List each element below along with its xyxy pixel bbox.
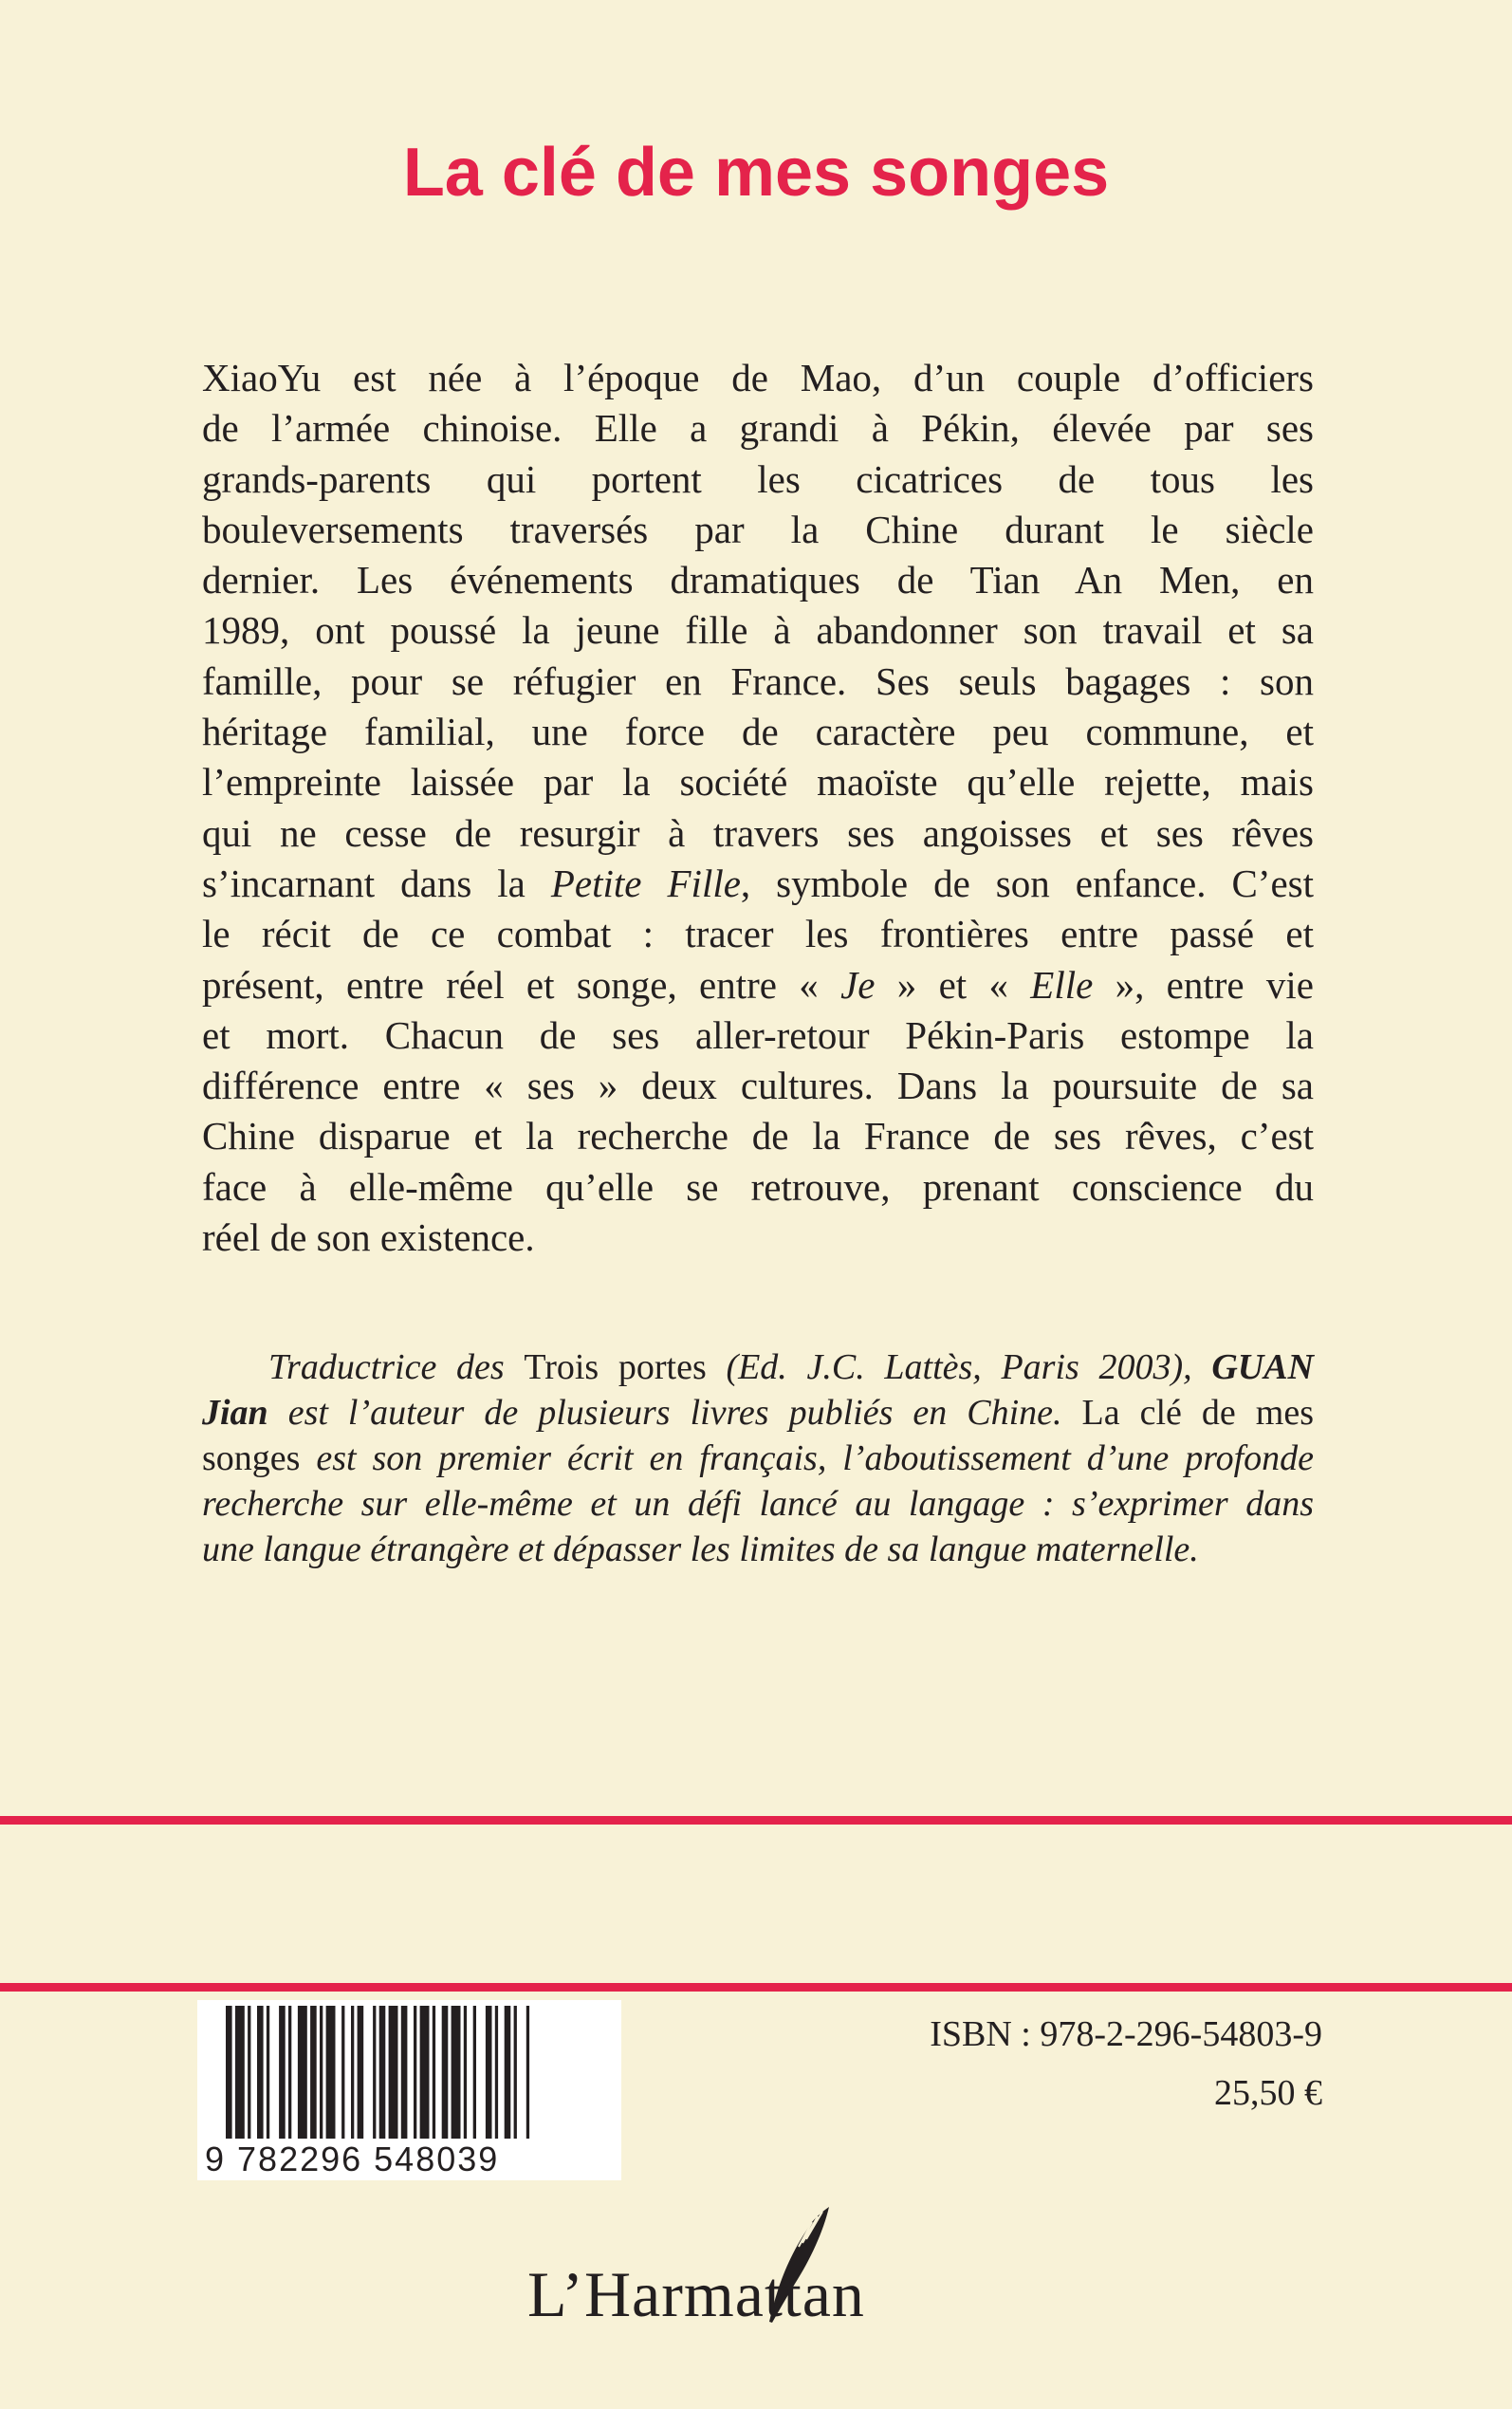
book-title: La clé de mes songes xyxy=(402,135,1110,211)
summary-line: réel de son existence. xyxy=(202,1215,535,1260)
summary-line: Chine disparue et la recherche de la France de ses rêves, c’est xyxy=(202,1114,1314,1158)
summary-line: de l’armée chinoise. Elle a grandi à Pékin, élevée par ses xyxy=(202,406,1314,451)
barcode-bar xyxy=(473,2006,476,2139)
summary-line: le récit de ce combat : tracer les frontières entre passé et xyxy=(202,912,1314,956)
barcode-bar xyxy=(267,2006,269,2139)
barcode-bar xyxy=(486,2006,492,2139)
barcode-bar xyxy=(341,2006,344,2139)
summary-line: face à elle-même qu’elle se retrouve, prenant conscience du xyxy=(202,1164,1314,1209)
summary-line: différence entre « ses » deux cultures. Dans la poursuite de sa xyxy=(202,1064,1314,1108)
bio-line: une langue étrangère et dépasser les limites de sa langue maternelle. xyxy=(202,1529,1199,1569)
barcode-bar xyxy=(505,2006,511,2139)
barcode-bar xyxy=(442,2006,449,2139)
isbn: ISBN : 978-2-296-54803-9 xyxy=(930,2014,1322,2054)
price: 25,50 € xyxy=(1214,2073,1322,2113)
barcode xyxy=(197,2000,621,2180)
barcode-bar xyxy=(433,2006,435,2139)
barcode-bar xyxy=(526,2006,529,2139)
summary-line: dernier. Les événements dramatiques de Tian An Men, en xyxy=(202,558,1314,602)
barcode-bar xyxy=(464,2006,467,2139)
author-bio xyxy=(202,1344,1314,1572)
summary-line: famille, pour se réfugier en France. Ses seuls bagages : son xyxy=(202,658,1314,703)
barcode-bar xyxy=(279,2006,286,2139)
barcode-bar xyxy=(401,2006,408,2139)
divider-bottom xyxy=(0,1983,1512,1992)
publisher-logo xyxy=(527,2203,964,2336)
barcode-bar xyxy=(379,2006,386,2139)
bio-line: songes est son premier écrit en français, l’aboutissement d’une profonde xyxy=(202,1438,1314,1478)
barcode-bar xyxy=(310,2006,317,2139)
summary-line: présent, entre réel et songe, entre « Je » et « Elle », entre vie xyxy=(202,962,1314,1007)
summary-line: XiaoYu est née à l’époque de Mao, d’un couple d’officiers xyxy=(202,356,1314,399)
bio-line: Jian est l’auteur de plusieurs livres publiés en Chine. La clé de mes xyxy=(202,1393,1314,1433)
barcode-bar xyxy=(420,2006,430,2139)
barcode-bar xyxy=(358,2006,364,2139)
summary-line: s’incarnant dans la Petite Fille, symbole de son enfance. C’est xyxy=(202,861,1314,905)
summary-text xyxy=(202,353,1314,1263)
summary-line: 1989, ont poussé la jeune fille à abandonner son travail et sa xyxy=(202,608,1314,653)
bio-line: Traductrice des Trois portes (Ed. J.C. Lattès, Paris 2003), GUAN xyxy=(268,1347,1314,1387)
barcode-bar xyxy=(414,2006,416,2139)
summary-line: bouleversements traversés par la Chine durant le siècle xyxy=(202,507,1314,551)
barcode-bar xyxy=(298,2006,307,2139)
summary-line: qui ne cesse de resurgir à travers ses angoisses et ses rêves xyxy=(202,810,1314,855)
divider-top xyxy=(0,1816,1512,1825)
barcode-bar xyxy=(326,2006,336,2139)
barcode-bar xyxy=(452,2006,461,2139)
barcode-bar xyxy=(495,2006,498,2139)
barcode-bar xyxy=(235,2006,245,2139)
summary-line: et mort. Chacun de ses aller-retour Pékin-Paris estompe la xyxy=(202,1012,1314,1057)
barcode-bar xyxy=(389,2006,398,2139)
barcode-bar xyxy=(351,2006,354,2139)
barcode-bar xyxy=(288,2006,291,2139)
barcode-digits: 9 782296 548039 xyxy=(205,2140,500,2178)
barcode-bar xyxy=(226,2006,232,2139)
summary-line: grands-parents qui portent les cicatrices de tous les xyxy=(202,456,1314,501)
bio-line: recherche sur elle-même et un défi lancé au langage : s’exprimer dans xyxy=(202,1484,1314,1524)
barcode-bar xyxy=(257,2006,264,2139)
barcode-bars xyxy=(197,2000,621,2142)
barcode-bar xyxy=(248,2006,250,2139)
barcode-bar xyxy=(373,2006,376,2139)
barcode-bar xyxy=(514,2006,517,2139)
publisher-name: L’Harmattan xyxy=(527,2258,865,2330)
barcode-bar xyxy=(320,2006,323,2139)
summary-line: l’empreinte laissée par la société maoïste qu’elle rejette, mais xyxy=(202,760,1314,805)
summary-line: héritage familial, une force de caractère peu commune, et xyxy=(202,710,1314,754)
